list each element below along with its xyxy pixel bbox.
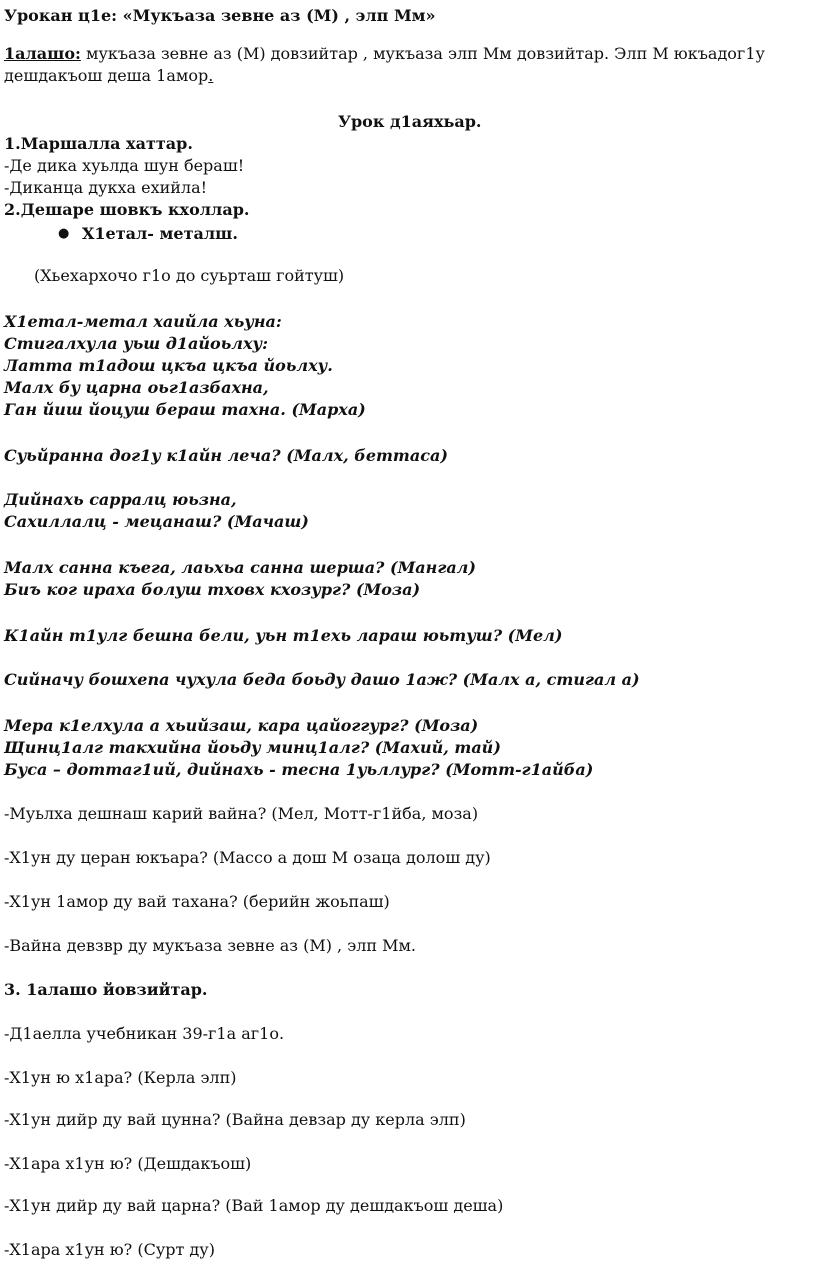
- lesson-heading: Урок д1аяхьар.: [338, 112, 482, 131]
- section-1-heading: 1.Маршалла хаттар.: [4, 134, 193, 153]
- riddle-line: Латта т1адош цкъа цкъа йоьлху.: [4, 356, 333, 375]
- section-3-line: -Х1ун дийр ду вай цунна? (Вайна девзар ду керла элп): [4, 1110, 466, 1129]
- riddle-line: Ган йиш йоцуш бераш тахна. (Марха): [4, 400, 366, 419]
- riddle-line: Щинц1алг такхийна йоьду минц1алг? (Махий, тай): [4, 738, 501, 757]
- question-line: -Х1ун 1амор ду вай тахана? (берийн жоьпаш): [4, 892, 390, 911]
- section-3-line: -Х1ара х1ун ю? (Сурт ду): [4, 1240, 215, 1259]
- riddle-line: Суьйранна дог1у к1айн леча? (Малх, беттаса): [4, 446, 448, 465]
- greeting-line: -Де дика хуьлда шун бераш!: [4, 156, 245, 175]
- riddle-line: Мера к1елхула а хьийзаш, кара цайоггург? (Моза): [4, 716, 479, 735]
- goal-text-1: мукъаза зевне аз (М) довзийтар , мукъаза элп Мм довзийтар. Элп М юкъадог1у: [80, 44, 765, 63]
- question-line: -Муьлха дешнаш карий вайна? (Мел, Мотт-г1йба, моза): [4, 804, 479, 823]
- lesson-title: Урокан ц1е: «Мукъаза зевне аз (М) , элп Мм»: [4, 6, 436, 25]
- section-3-line: -Х1ун дийр ду вай царна? (Вай 1амор ду дешдакъош деша): [4, 1196, 504, 1215]
- riddle-line: Дийнахь сарралц юьзна,: [4, 490, 237, 509]
- riddle-line: Сийначу бошхепа чухула беда боьду дашо 1аж? (Малх а, стигал а): [4, 670, 640, 689]
- question-line: -Вайна девзвр ду мукъаза зевне аз (М) , элп Мм.: [4, 936, 417, 955]
- section-2-bullet-text: Х1етал- металш.: [82, 224, 238, 243]
- section-3-line: -Х1ара х1ун ю? (Дешдакъош): [4, 1154, 252, 1173]
- question-line: -Х1ун ду церан юкъара? (Массо а дош М озаца долош ду): [4, 848, 491, 867]
- riddle-line: Биъ ког ираха болуш тховх кхозург? (Моза): [4, 580, 421, 599]
- bullet-icon: ●: [58, 226, 70, 241]
- section-2-heading: 2.Дешаре шовкъ кхоллар.: [4, 200, 250, 219]
- greeting-line: -Диканца дукха ехийла!: [4, 178, 208, 197]
- riddle-line: Малх санна къега, лаьхьа санна шерша? (Мангал): [4, 558, 476, 577]
- section-3-line: -Д1аелла учебникан 39-г1а аг1о.: [4, 1024, 285, 1043]
- riddle-line: К1айн т1улг бешна бели, уьн т1ехь лараш юьтуш? (Мел): [4, 626, 563, 645]
- goal-line-1: [4, 44, 765, 64]
- riddle-line: Буса – доттаг1ий, дийнахь - тесна 1уьллург? (Мотт-г1айба): [4, 760, 594, 779]
- goal-text-2-end: .: [208, 66, 214, 85]
- goal-label: 1алашо:: [4, 44, 81, 63]
- section-2-note: (Хьехархочо г1о до суьрташ гойтуш): [34, 266, 345, 285]
- goal-text-2: дешдакъош деша 1амор: [4, 66, 209, 85]
- riddle-line: Х1етал-метал хаийла хьуна:: [4, 312, 282, 331]
- riddle-line: Стигалхула уьш д1айоьлху:: [4, 334, 268, 353]
- section-3-heading: 3. 1алашо йовзийтар.: [4, 980, 208, 999]
- goal-line-2: [4, 66, 213, 86]
- riddle-line: Малх бу царна оьг1азбахна,: [4, 378, 269, 397]
- riddle-line: Сахиллалц - мецанаш? (Мачаш): [4, 512, 309, 531]
- section-3-line: -Х1ун ю х1ара? (Керла элп): [4, 1068, 237, 1087]
